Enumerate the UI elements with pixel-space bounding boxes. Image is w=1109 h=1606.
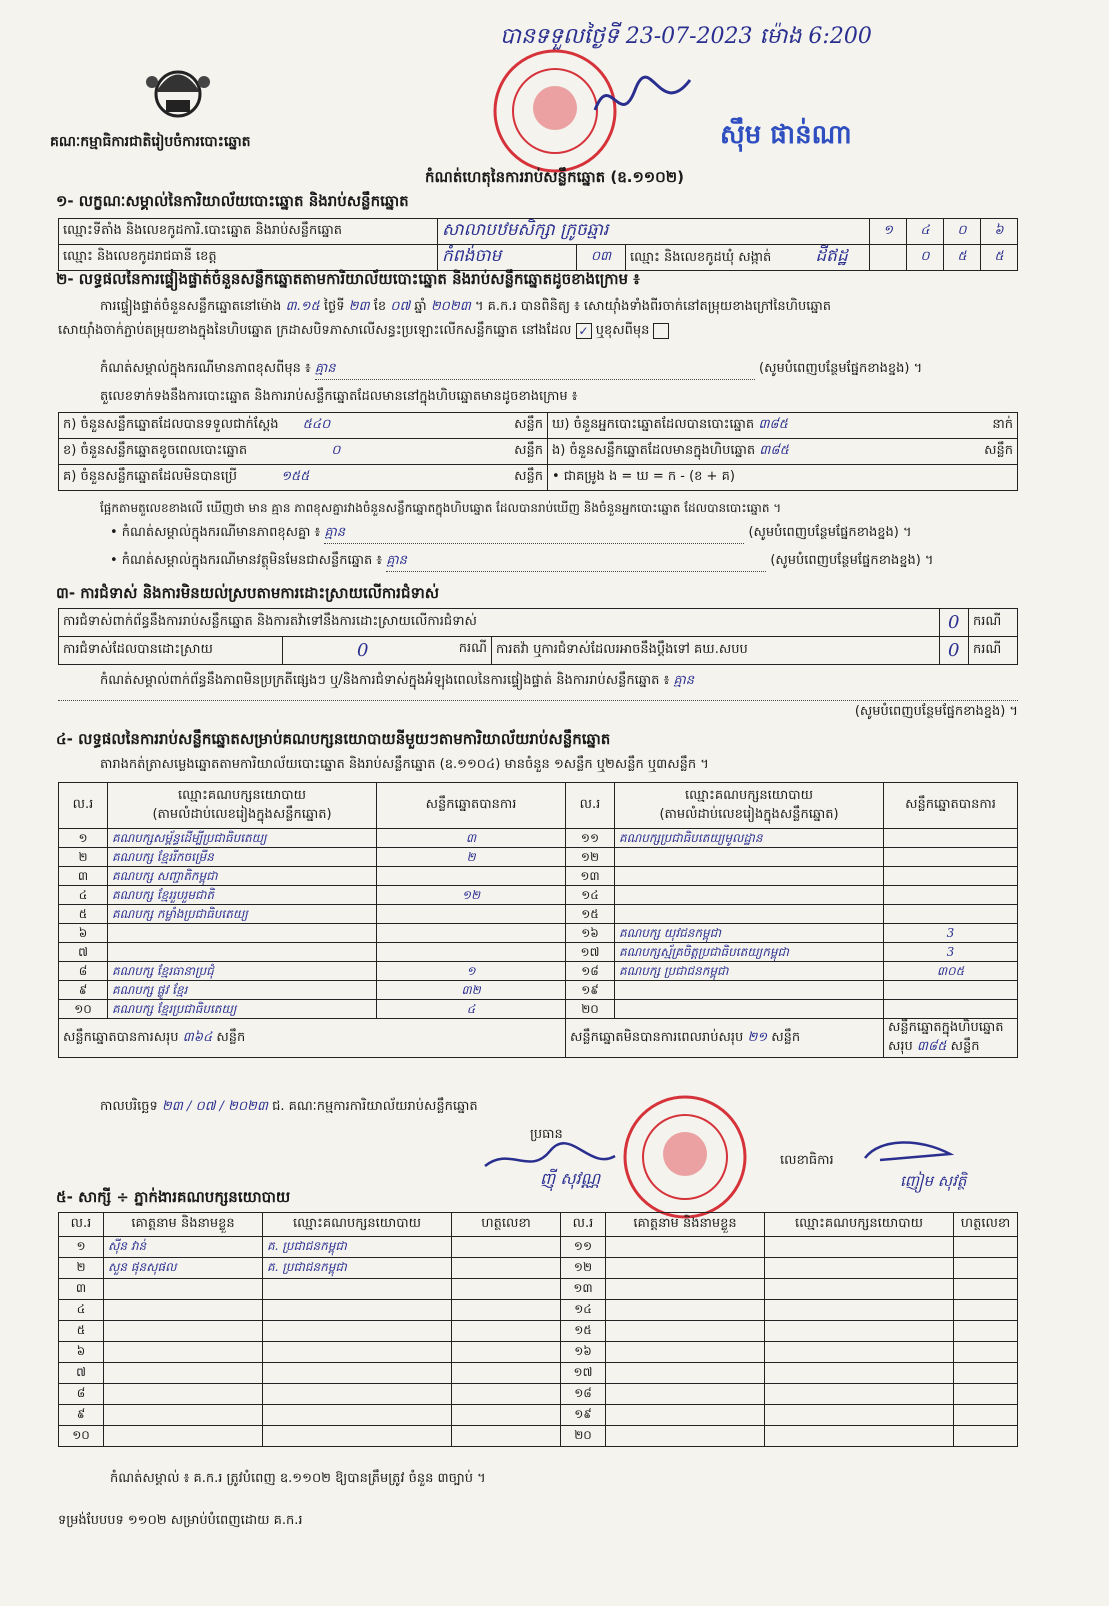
witness-no: ១ <box>59 1237 104 1258</box>
witness-row <box>59 1384 1018 1405</box>
objection-r2b-unit: ករណី <box>969 637 1018 665</box>
results-row <box>59 905 1018 924</box>
footer-note: កំណត់សម្គាល់ ៖ គ.ក.រ ត្រូវបំពេញ ឧ.១១០២ ឱ្យបានត្រឹមត្រូវ ចំនួន ៣ច្បាប់ ។ <box>110 1471 486 1486</box>
commune-code-3: ៥ <box>981 245 1018 271</box>
result-votes <box>884 1000 1018 1019</box>
para2-end: ឬខុសពីមុន <box>595 323 650 338</box>
witness-no: ១៣ <box>561 1279 606 1300</box>
count-c-label: គ) ចំនួនសន្លឹកឆ្នោតដែលមិនបានប្រើ <box>63 469 237 484</box>
witness-party <box>765 1384 954 1405</box>
result-party: គណបក្ស ផ្លូវ ខ្មែរ <box>108 981 377 1000</box>
result-votes: ២ <box>377 848 566 867</box>
witness-signature <box>954 1258 1018 1279</box>
result-votes: 3 <box>884 943 1018 962</box>
count-a-cell <box>59 413 548 439</box>
witness-no: ១៨ <box>561 1384 606 1405</box>
col-party-right <box>615 783 884 829</box>
abn-label: • កំណត់សម្គាល់ក្នុងករណីមានវត្ថុមិនមែនជាសន្លឹកឆ្នោត ៖ <box>110 553 383 568</box>
witness-party <box>263 1321 452 1342</box>
witness-no: ១០ <box>59 1426 104 1447</box>
para1-text-e: ។ គ.ក.រ បានពិនិត្យ ៖ សោយ៉ាំងទាំងពីរចាក់នៅតម្រុយខាងក្រៅនៃហិបឆ្នោត <box>474 299 831 314</box>
results-row <box>59 848 1018 867</box>
witness-name <box>606 1405 765 1426</box>
result-no: ១៦ <box>566 924 615 943</box>
form-title: កំណត់ហេតុនៃការរាប់សន្លឹកឆ្នោត (ឧ.១១០២) <box>424 168 684 186</box>
org-name: គណៈកម្មាធិការជាតិរៀបចំការបោះឆ្នោត <box>50 134 251 150</box>
count-e-value: ៣៨៥ <box>759 443 789 458</box>
witness-name <box>104 1321 263 1342</box>
abn-note <box>110 552 1020 572</box>
result-votes: ១២ <box>377 886 566 905</box>
result-party <box>615 981 884 1000</box>
objection-r2b-label: ការតវ៉ា ឬការជំទាស់ដែលរអាចនឹងប្តឹងទៅ គឃ.សបប <box>492 637 940 665</box>
witness-signature <box>452 1237 561 1258</box>
result-no: ៨ <box>59 962 108 981</box>
witness-party: គ. ប្រជាជនកម្ពុជា <box>263 1237 452 1258</box>
count-b-label: ខ) ចំនួនសន្លឹកឆ្នោតខូចពេលបោះឆ្នោត <box>63 443 248 458</box>
witness-name <box>104 1279 263 1300</box>
result-party: គណបក្ស ប្រជាជនកម្ពុជា <box>615 962 884 981</box>
total-box-value: ៣៨៥ <box>916 1039 947 1054</box>
witness-no: ១៤ <box>561 1300 606 1321</box>
section2-para2 <box>58 322 1018 341</box>
result-no: ១៣ <box>566 867 615 886</box>
result-party <box>108 943 377 962</box>
witness-signature <box>452 1321 561 1342</box>
result-votes: ១ <box>377 962 566 981</box>
witness-name <box>606 1384 765 1405</box>
witness-signature <box>452 1342 561 1363</box>
count-c-unit: សន្លឹក <box>514 469 543 484</box>
result-party: គណបក្ស ខ្មែររីកចម្រើន <box>108 848 377 867</box>
para1-text-d: ឆ្នាំ <box>414 299 427 314</box>
result-no: ១៤ <box>566 886 615 905</box>
witness-name <box>104 1300 263 1321</box>
diff-label: • កំណត់សម្គាល់ក្នុងករណីមានភាពខុសគ្នា ៖ <box>110 525 321 540</box>
witness-party <box>263 1426 452 1447</box>
section4-heading: ៤- លទ្ធផលនៃការរាប់សន្លឹកឆ្នោតសម្រាប់គណបក្សនយោបាយនីមួយៗតាមការិយាល័យរាប់សន្លឹកឆ្នោត <box>56 730 611 748</box>
total-valid-label: សន្លឹកឆ្នោតបានការសរុប <box>63 1029 179 1045</box>
w-col-name-left: គោត្តនាម និងនាមខ្លួន <box>104 1213 263 1237</box>
province-label: ឈ្មោះ និងលេខកូដរាជធានី ខេត្ត <box>59 245 438 271</box>
results-table <box>58 782 1018 1058</box>
witness-name <box>606 1321 765 1342</box>
form-note: ទម្រង់បែបបទ ១១០២ សម្រាប់បំពេញដោយ គ.ក.រ <box>58 1513 303 1528</box>
station-code-4: ៦ <box>981 219 1018 245</box>
w-col-sign-left: ហត្ថលេខា <box>452 1213 561 1237</box>
col-party-right-title: ឈ្មោះគណបក្សនយោបាយ <box>685 787 813 803</box>
witness-signature <box>954 1279 1018 1300</box>
para1-text-b: ថ្ងៃទី <box>323 299 345 314</box>
different-checkbox[interactable] <box>653 323 669 339</box>
witness-name <box>606 1363 765 1384</box>
objection-r2a-value: 0 <box>357 640 369 661</box>
section2-intro: តួលេខទាក់ទងនឹងការបោះឆ្នោត និងការរាប់សន្លឹកឆ្នោតដែលមាននៅក្នុងហិបឆ្នោតមានដូចខាងក្រោម ៖ <box>100 389 578 404</box>
count-e-label: ង) ចំនួនសន្លឹកឆ្នោតដែលមានក្នុងហិបឆ្នោត <box>552 443 756 458</box>
witness-party <box>263 1279 452 1300</box>
result-no: ១៩ <box>566 981 615 1000</box>
witness-no: ៧ <box>59 1363 104 1384</box>
results-row <box>59 867 1018 886</box>
note-value: គ្មាន <box>315 360 755 380</box>
result-party: គណបក្ស កម្លាំងប្រជាធិបតេយ្យ <box>108 905 377 924</box>
witness-signature <box>954 1384 1018 1405</box>
witness-signature <box>954 1426 1018 1447</box>
national-emblem-icon <box>140 52 216 122</box>
result-votes <box>377 943 566 962</box>
witness-party <box>263 1342 452 1363</box>
result-votes <box>884 981 1018 1000</box>
result-votes <box>377 905 566 924</box>
counts-table <box>58 412 1018 491</box>
diff-hint: (សូមបំពេញបន្ថែមផ្នែកខាងខ្នង) ។ <box>748 525 912 540</box>
col-no-right: ល.រ <box>566 783 615 829</box>
witness-signature <box>954 1237 1018 1258</box>
total-box-cell <box>884 1019 1018 1058</box>
result-party: គណបក្ស សញ្ជាតិកម្ពុជា <box>108 867 377 886</box>
count-b-cell <box>59 439 548 465</box>
count-d-unit: នាក់ <box>992 417 1013 432</box>
total-invalid-label: សន្លឹកឆ្នោតមិនបានការពេលរាប់សរុប <box>570 1029 744 1045</box>
total-invalid-cell <box>566 1019 884 1058</box>
w-col-sign-right: ហត្ថលេខា <box>954 1213 1018 1237</box>
results-row <box>59 943 1018 962</box>
result-votes <box>884 848 1018 867</box>
s3-note-label: កំណត់សម្គាល់ពាក់ព័ន្ធនឹងភាពមិនប្រក្រតីផ្សេងៗ ឬ/និងការជំទាស់ក្នុងអំឡុងពេលនៃការផ្ទៀងផ្ទាត់ និងការរាប់សន្លឹកឆ្នោត ៖ <box>100 673 670 688</box>
result-no: ៥ <box>59 905 108 924</box>
result-votes <box>377 924 566 943</box>
section4-date <box>100 1098 478 1117</box>
col-party-left-title: ឈ្មោះគណបក្សនយោបាយ <box>178 787 306 803</box>
witness-party <box>765 1300 954 1321</box>
result-party <box>615 905 884 924</box>
witness-name <box>606 1279 765 1300</box>
witness-row <box>59 1279 1018 1300</box>
witness-row <box>59 1426 1018 1447</box>
result-no: ៤ <box>59 886 108 905</box>
result-no: ៦ <box>59 924 108 943</box>
objection-table <box>58 608 1018 665</box>
count-a-unit: សន្លឹក <box>514 417 543 432</box>
witness-party <box>263 1300 452 1321</box>
result-party <box>108 924 377 943</box>
witness-no: ២០ <box>561 1426 606 1447</box>
witness-name <box>104 1363 263 1384</box>
result-party: គណបក្សសម្ព័ន្ធដើម្បីប្រជាធិបតេយ្យ <box>108 829 377 848</box>
result-no: ១៥ <box>566 905 615 924</box>
witness-row <box>59 1300 1018 1321</box>
witness-no: ១៧ <box>561 1363 606 1384</box>
note-hint: (សូមបំពេញបន្ថែមផ្នែកខាងខ្នង) ។ <box>759 361 923 376</box>
witness-signature <box>452 1279 561 1300</box>
result-no: ៩ <box>59 981 108 1000</box>
compare-text: ផ្អែកតាមតួលេខខាងលើ ឃើញថា មាន គ្មាន ភាពខុសគ្នារវាងចំនួនសន្លឹកឆ្នោតក្នុងហិបឆ្នោត ដែលបានរាប់ឃើញ និងចំនួនអ្នកបោះឆ្នោត ដែលបានបោះឆ្នោត ។ <box>100 501 782 515</box>
result-votes <box>884 829 1018 848</box>
col-votes-left: សន្លឹកឆ្នោតបានការ <box>377 783 566 829</box>
received-note: បានទទួលថ្ងៃទី 23-07-2023 ម៉ោង 6:200 <box>500 24 872 49</box>
witness-party <box>263 1384 452 1405</box>
objection-r1-unit: ករណី <box>969 609 1018 637</box>
section5-heading: ៥- សាក្សី ÷ ភ្នាក់ងារគណបក្សនយោបាយ <box>56 1188 291 1206</box>
result-party <box>615 1000 884 1019</box>
count-c-cell <box>59 465 548 491</box>
s3-note-value: គ្មាន <box>673 673 695 688</box>
witness-row <box>59 1363 1018 1384</box>
result-no: ១៨ <box>566 962 615 981</box>
witness-party <box>765 1342 954 1363</box>
count-d-label: ឃ) ចំនួនអ្នកបោះឆ្នោតដែលបានបោះឆ្នោត <box>552 417 755 432</box>
col-party-left <box>108 783 377 829</box>
witness-name <box>606 1426 765 1447</box>
result-party <box>615 886 884 905</box>
para1-text-a: ការផ្ទៀងផ្ទាត់ចំនួនសន្លឹកឆ្នោតនៅម៉ោង <box>100 299 282 314</box>
commune-code-blank <box>870 245 907 271</box>
witness-no: ៥ <box>59 1321 104 1342</box>
witness-no: ៨ <box>59 1384 104 1405</box>
station-value: សាលាបឋមសិក្សា ក្រូចឆ្មារ <box>438 219 870 245</box>
results-row <box>59 962 1018 981</box>
witness-signature <box>954 1405 1018 1426</box>
col-no-left: ល.រ <box>59 783 108 829</box>
station-code-1: ១ <box>870 219 907 245</box>
total-valid-cell <box>59 1019 566 1058</box>
result-no: ២០ <box>566 1000 615 1019</box>
verify-month: ០៧ <box>390 299 411 314</box>
objection-r1-label: ការជំទាស់ពាក់ព័ន្ធនឹងការរាប់សន្លឹកឆ្នោត និងការតវ៉ាទៅនឹងការដោះស្រាយលើការជំទាស់ <box>59 609 940 637</box>
results-row <box>59 886 1018 905</box>
witness-row <box>59 1342 1018 1363</box>
witness-row <box>59 1405 1018 1426</box>
witness-party: គ. ប្រជាជនកម្ពុជា <box>263 1258 452 1279</box>
result-no: ១០ <box>59 1000 108 1019</box>
verify-time: ៣.១៥ <box>285 299 320 314</box>
secretary-title: លេខាធិការ <box>780 1153 834 1168</box>
witness-party <box>263 1405 452 1426</box>
witness-no: ៤ <box>59 1300 104 1321</box>
witness-signature <box>452 1426 561 1447</box>
station-code-2: ៤ <box>907 219 944 245</box>
total-box-label: សន្លឹកឆ្នោតក្នុងហិបឆ្នោតសរុប <box>888 1020 1004 1054</box>
received-name: ស៊ឹម ផាន់ណា <box>720 120 852 150</box>
formula: • ជាគម្រូង ង = ឃ = ក - (ខ + គ) <box>548 465 1018 491</box>
result-votes <box>377 867 566 886</box>
results-row <box>59 981 1018 1000</box>
witness-name <box>606 1258 765 1279</box>
witness-name <box>104 1384 263 1405</box>
result-votes: ៣២ <box>377 981 566 1000</box>
witness-no: ៦ <box>59 1342 104 1363</box>
count-d-value: ៣៨៥ <box>758 417 788 432</box>
w-col-party-right: ឈ្មោះគណបក្សនយោបាយ <box>765 1213 954 1237</box>
witness-no: ៩ <box>59 1405 104 1426</box>
witness-name: ស៊ីន វាន់ <box>104 1237 263 1258</box>
count-b-unit: សន្លឹក <box>514 443 543 458</box>
witness-party <box>765 1321 954 1342</box>
w-col-no-right: ល.រ <box>561 1213 606 1237</box>
w-col-party-left: ឈ្មោះគណបក្សនយោបាយ <box>263 1213 452 1237</box>
diff-value: គ្មាន <box>324 524 744 544</box>
witness-party <box>263 1363 452 1384</box>
witness-party <box>765 1237 954 1258</box>
para2-text: សោយ៉ាំងចាក់ភ្ជាប់តម្រុយខាងក្នុងនៃហិបឆ្នោត ក្រដាសបិទភាសាលើសន្ធះប្រឡោះលើកសន្លឹកឆ្នោត នៅងដែល <box>58 323 572 338</box>
section3-hint: (សូមបំពេញបន្ថែមផ្នែកខាងខ្នង) ។ <box>58 700 1018 722</box>
count-b-value: ០ <box>331 443 341 458</box>
witness-name <box>606 1342 765 1363</box>
result-party: គណបក្ស យុវជនកម្ពុជា <box>615 924 884 943</box>
results-row <box>59 829 1018 848</box>
objection-r2a-label: ការជំទាស់ដែលបានដោះស្រាយ <box>59 637 283 665</box>
section1-heading: ១- លក្ខណៈសម្គាល់នៃការិយាល័យបោះឆ្នោត និងរាប់សន្លឹកឆ្នោត <box>56 192 409 210</box>
witness-row <box>59 1321 1018 1342</box>
result-party: គណបក្សប្រជាធិបតេយ្យមូលដ្ឋាន <box>615 829 884 848</box>
signature-top <box>590 70 700 130</box>
result-votes: ៣០៥ <box>884 962 1018 981</box>
w-col-no-left: ល.រ <box>59 1213 104 1237</box>
witness-no: ១៩ <box>561 1405 606 1426</box>
official-stamp-bottom <box>620 1092 750 1222</box>
result-no: ៧ <box>59 943 108 962</box>
count-a-value: ៥៤០ <box>302 417 331 432</box>
witness-row <box>59 1237 1018 1258</box>
commune-cell <box>626 245 870 271</box>
result-votes: 3 <box>884 924 1018 943</box>
result-votes <box>884 867 1018 886</box>
result-no: ១៧ <box>566 943 615 962</box>
result-party: គណបក្ស ខ្មែររួបរួមជាតិ <box>108 886 377 905</box>
same-checkbox[interactable]: ✓ <box>576 323 592 339</box>
result-no: ១ <box>59 829 108 848</box>
commune-code-1: ០ <box>907 245 944 271</box>
witness-signature <box>452 1363 561 1384</box>
result-party: គណបក្សស្ម័គ្រចិត្តប្រជាធិបតេយ្យកម្ពុជា <box>615 943 884 962</box>
station-code-3: ០ <box>944 219 981 245</box>
result-no: ១២ <box>566 848 615 867</box>
witness-signature <box>452 1300 561 1321</box>
section4-intro: តារាងកត់ត្រាសម្លេងឆ្នោតតាមការិយាល័យបោះឆ្នោត និងរាប់សន្លឹកឆ្នោត (ឧ.១១០៤) មានចំនួន ១សន្លឹក ឬ២សន្លឹក ឬ៣សន្លឹក ។ <box>100 757 709 772</box>
witness-name <box>104 1426 263 1447</box>
count-a-label: ក) ចំនួនសន្លឹកឆ្នោតដែលបានទទួលជាក់ស្តែង <box>63 417 279 432</box>
witness-name <box>606 1237 765 1258</box>
witness-party <box>765 1426 954 1447</box>
col-votes-right: សន្លឹកឆ្នោតបានការ <box>884 783 1018 829</box>
w-col-name-right: គោត្តនាម និងនាមខ្លួន <box>606 1213 765 1237</box>
results-row <box>59 924 1018 943</box>
witness-name <box>104 1342 263 1363</box>
commune-code-2: ៥ <box>944 245 981 271</box>
verify-day: ២៣ <box>348 299 370 314</box>
section2-note <box>100 360 1020 380</box>
witness-party <box>765 1279 954 1300</box>
witness-no: ១២ <box>561 1258 606 1279</box>
date-value: ២៣ / ០៧ / ២០២៣ <box>161 1099 269 1114</box>
witness-table <box>58 1212 1018 1447</box>
witness-party <box>765 1258 954 1279</box>
witness-row <box>59 1258 1018 1279</box>
result-party <box>615 848 884 867</box>
total-invalid-value: ២១ <box>747 1029 768 1045</box>
col-party-right-sub: (តាមលំដាប់លេខរៀងក្នុងសន្លឹកឆ្នោត) <box>659 806 839 822</box>
witness-name: សួន ផុនសុផល <box>104 1258 263 1279</box>
witness-no: ១៦ <box>561 1342 606 1363</box>
date-label: កាលបរិច្ឆេទ <box>100 1099 158 1114</box>
objection-r2b-value: 0 <box>939 637 968 665</box>
abn-value: គ្មាន <box>386 552 766 572</box>
province-code: ០៣ <box>577 245 626 271</box>
section3-heading: ៣- ការជំទាស់ និងការមិនយល់ស្របតាមការដោះស្រាយលើការជំទាស់ <box>56 584 440 602</box>
witness-name <box>104 1405 263 1426</box>
total-invalid-unit: សន្លឹក <box>771 1029 801 1045</box>
section1-table <box>58 218 1018 271</box>
secretary-name: ញៀម សុវត្ថិ <box>900 1172 967 1190</box>
verify-year: ២០២៣ <box>430 299 471 314</box>
witness-signature <box>954 1300 1018 1321</box>
witness-signature <box>954 1363 1018 1384</box>
total-valid-value: ៣៦៤ <box>182 1029 213 1045</box>
witness-signature <box>452 1384 561 1405</box>
results-row <box>59 1000 1018 1019</box>
witness-name <box>606 1300 765 1321</box>
witness-signature <box>954 1342 1018 1363</box>
commune-label: ឈ្មោះ និងលេខកូដឃុំ សង្កាត់ <box>630 250 772 265</box>
commune-value: ដីឥដ្ឋ <box>815 246 848 266</box>
result-no: ១១ <box>566 829 615 848</box>
objection-r1-value: 0 <box>939 609 968 637</box>
station-label: ឈ្មោះទីតាំង និងលេខកូដការិ.បោះឆ្នោត និងរាប់សន្លឹកឆ្នោត <box>59 219 438 245</box>
objection-r2a-unit: ករណី <box>458 641 487 656</box>
total-valid-unit: សន្លឹក <box>216 1029 246 1045</box>
section3-note <box>100 672 1020 691</box>
witness-no: ១១ <box>561 1237 606 1258</box>
witness-party <box>765 1363 954 1384</box>
abn-hint: (សូមបំពេញបន្ថែមផ្នែកខាងខ្នង) ។ <box>770 553 934 568</box>
count-c-value: ១៥៥ <box>281 469 310 484</box>
para1-text-c: ខែ <box>373 299 387 314</box>
count-d-cell <box>548 413 1018 439</box>
date-tail: ជ. គណៈកម្មការការិយាល័យរាប់សន្លឹកឆ្នោត <box>272 1099 478 1114</box>
section2-para1 <box>100 298 1020 317</box>
result-votes: ៣ <box>377 829 566 848</box>
result-no: ៣ <box>59 867 108 886</box>
objection-r2a-cell <box>283 637 492 665</box>
chair-title: ប្រធាន <box>530 1127 563 1142</box>
secretary-signature <box>860 1136 960 1170</box>
result-votes: ៤ <box>377 1000 566 1019</box>
result-party: គណបក្ស ខ្មែរធានាប្រជុំ <box>108 962 377 981</box>
witness-signature <box>452 1258 561 1279</box>
result-no: ២ <box>59 848 108 867</box>
diff-note <box>110 524 1020 544</box>
witness-no: ១៥ <box>561 1321 606 1342</box>
result-party <box>615 867 884 886</box>
count-e-unit: សន្លឹក <box>984 443 1013 458</box>
note-label: កំណត់សម្គាល់ក្នុងករណីមានភាពខុសពីមុន ៖ <box>100 361 311 376</box>
result-votes <box>884 886 1018 905</box>
witness-signature <box>954 1321 1018 1342</box>
province-value: កំពង់ចាម <box>438 245 577 271</box>
witness-no: ២ <box>59 1258 104 1279</box>
section2-heading: ២- លទ្ធផលនៃការផ្ទៀងផ្ទាត់ចំនួនសន្លឹកឆ្នោតតាមការិយាល័យបោះឆ្នោត និងរាប់សន្លឹកឆ្នោតដូចខាងក្រោម ៖ <box>56 270 640 288</box>
result-party: គណបក្ស ខ្មែរប្រជាធិបតេយ្យ <box>108 1000 377 1019</box>
witness-party <box>765 1405 954 1426</box>
count-e-cell <box>548 439 1018 465</box>
col-party-left-sub: (តាមលំដាប់លេខរៀងក្នុងសន្លឹកឆ្នោត) <box>152 806 332 822</box>
result-votes <box>884 905 1018 924</box>
witness-signature <box>452 1405 561 1426</box>
total-box-unit: សន្លឹក <box>950 1039 980 1054</box>
chair-name: ញ៉ី សុវណ្ណ <box>540 1169 601 1188</box>
witness-no: ៣ <box>59 1279 104 1300</box>
